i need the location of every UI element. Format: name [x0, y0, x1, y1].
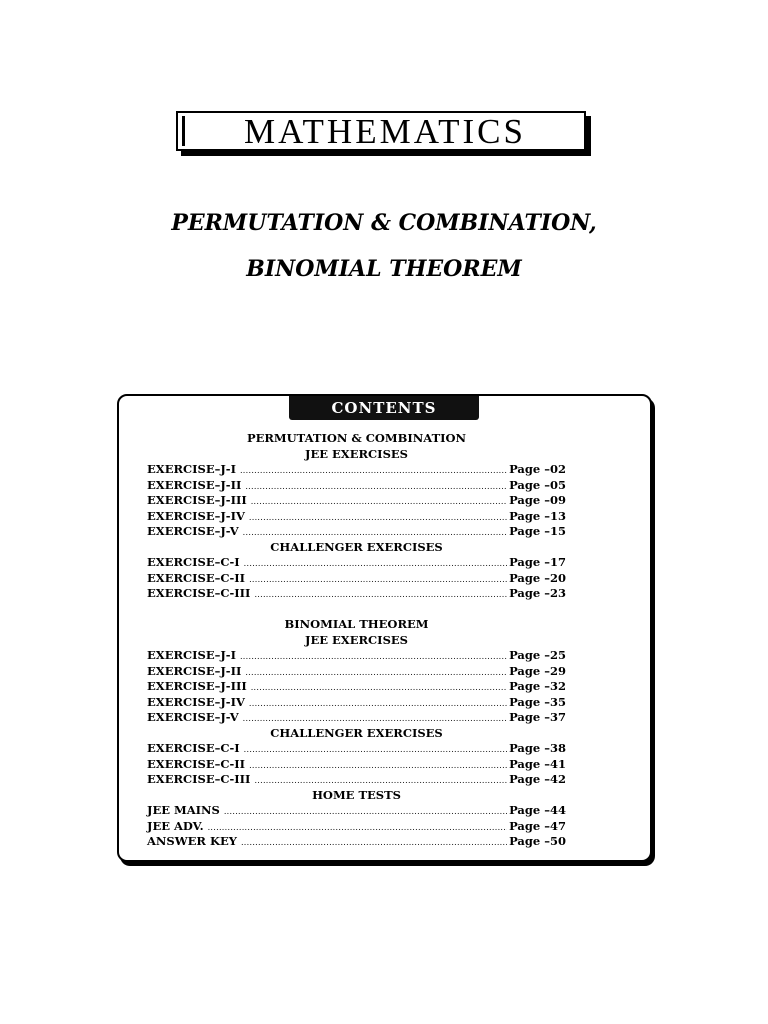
toc-page: Page –17 [509, 555, 566, 569]
spacer [147, 602, 566, 618]
toc-page: Page –41 [509, 756, 566, 771]
banner-bar-decoration [182, 116, 185, 146]
toc-page: Page –35 [509, 694, 566, 709]
toc-page: Page –32 [509, 679, 566, 693]
toc-label: EXERCISE–J-II [147, 663, 242, 678]
subject-banner [176, 111, 586, 151]
dot-leader [251, 494, 507, 510]
toc-label: EXERCISE–C-II [147, 756, 246, 771]
toc-row[interactable] [147, 509, 566, 525]
toc-label: EXERCISE–C-III [147, 772, 251, 786]
toc-row[interactable] [147, 695, 566, 711]
toc-row[interactable] [147, 679, 566, 695]
toc-row[interactable] [147, 819, 566, 835]
section-heading-pc: PERMUTATION & COMBINATION [246, 431, 467, 445]
toc-page: Page –44 [509, 803, 566, 817]
toc-label: EXERCISE–J-III [147, 493, 247, 507]
subject-title: MATHEMATICS [244, 111, 526, 151]
toc-row[interactable] [147, 571, 566, 587]
dot-leader [251, 680, 507, 696]
toc-row[interactable] [147, 664, 566, 680]
toc-row[interactable] [147, 757, 566, 773]
toc-page: Page –23 [509, 586, 566, 600]
toc-page: Page –15 [509, 524, 566, 538]
dot-leader [249, 510, 507, 526]
dot-leader [243, 525, 507, 541]
toc-page: Page –42 [509, 772, 566, 786]
dot-leader [249, 572, 507, 588]
toc-page: Page –38 [509, 741, 566, 755]
toc-page: Page –47 [509, 818, 566, 833]
contents-panel [117, 394, 652, 862]
dot-leader [244, 556, 507, 572]
dot-leader [244, 742, 507, 758]
dot-leader [254, 773, 507, 789]
contents-label: CONTENTS [289, 396, 479, 420]
table-of-contents [147, 431, 566, 850]
toc-label: JEE ADV. [147, 818, 204, 833]
toc-row[interactable] [147, 710, 566, 726]
dot-leader [224, 804, 507, 820]
toc-row[interactable] [147, 834, 566, 850]
toc-label: EXERCISE–C-II [147, 570, 246, 585]
toc-page: Page –29 [509, 663, 566, 678]
subheading-bt-challenger: CHALLENGER EXERCISES [270, 725, 443, 740]
section-heading-bt: BINOMIAL THEOREM [284, 617, 429, 631]
toc-label: EXERCISE–J-IV [147, 508, 245, 523]
toc-label: EXERCISE–J-I [147, 648, 236, 662]
dot-leader [243, 711, 507, 727]
toc-row[interactable] [147, 741, 566, 757]
document-title-line-2: BINOMIAL THEOREM [246, 256, 522, 282]
toc-label: EXERCISE–C-III [147, 586, 251, 600]
dot-leader [254, 587, 507, 603]
toc-page: Page –09 [509, 493, 566, 507]
toc-row[interactable] [147, 555, 566, 571]
toc-label: JEE MAINS [147, 803, 220, 817]
subheading-bt-jee: JEE EXERCISES [305, 632, 408, 647]
toc-label: EXERCISE–J-III [147, 679, 247, 693]
toc-label: EXERCISE–J-I [147, 462, 236, 476]
toc-page: Page –25 [509, 648, 566, 662]
toc-row[interactable] [147, 493, 566, 509]
document-title-line-1: PERMUTATION & COMBINATION, [171, 210, 597, 236]
toc-row[interactable] [147, 524, 566, 540]
toc-row[interactable] [147, 803, 566, 819]
toc-label: EXERCISE–C-I [147, 741, 240, 755]
toc-label: EXERCISE–J-V [147, 710, 239, 724]
toc-page: Page –50 [509, 834, 566, 848]
toc-row[interactable] [147, 648, 566, 664]
toc-page: Page –05 [509, 477, 566, 492]
toc-row[interactable] [147, 478, 566, 494]
dot-leader [240, 649, 507, 665]
dot-leader [245, 665, 507, 681]
toc-page: Page –02 [509, 462, 566, 476]
toc-label: EXERCISE–J-V [147, 524, 239, 538]
toc-label: EXERCISE–J-IV [147, 694, 245, 709]
subheading-pc-jee: JEE EXERCISES [305, 446, 408, 461]
toc-page: Page –20 [509, 570, 566, 585]
dot-leader [208, 820, 508, 836]
toc-label: EXERCISE–J-II [147, 477, 242, 492]
toc-page: Page –37 [509, 710, 566, 724]
dot-leader [249, 758, 507, 774]
dot-leader [240, 463, 507, 479]
toc-row[interactable] [147, 772, 566, 788]
toc-row[interactable] [147, 462, 566, 478]
toc-row[interactable] [147, 586, 566, 602]
dot-leader [249, 696, 507, 712]
toc-label: EXERCISE–C-I [147, 555, 240, 569]
dot-leader [245, 479, 507, 495]
subheading-pc-challenger: CHALLENGER EXERCISES [270, 539, 443, 554]
toc-label: ANSWER KEY [147, 834, 237, 848]
toc-page: Page –13 [509, 508, 566, 523]
dot-leader [241, 835, 507, 851]
section-heading-home-tests: HOME TESTS [312, 787, 401, 802]
